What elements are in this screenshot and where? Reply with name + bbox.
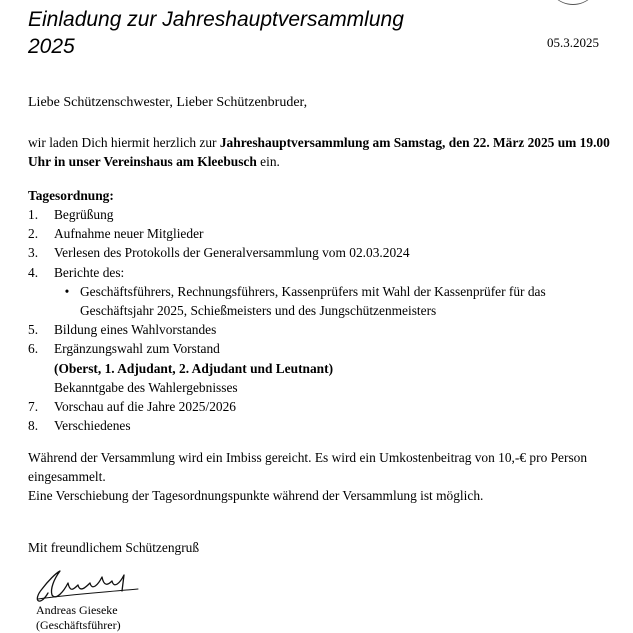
intro-end-text: ein.	[256, 154, 280, 169]
agenda-item-text: Vorschau auf die Jahre 2025/2026	[54, 399, 236, 415]
agenda-item-text: Ergänzungswahl zum Vorstand	[54, 341, 220, 357]
agenda-item	[28, 320, 628, 339]
agenda-item-number: 6.	[28, 341, 39, 357]
logo-arc	[547, 0, 599, 5]
agenda-item	[28, 339, 628, 397]
title-line-2: 2025	[28, 35, 75, 58]
agenda-item-text: Verlesen des Protokolls der Generalversammlung vom 02.03.2024	[54, 245, 410, 261]
agenda-item	[28, 263, 628, 321]
agenda-item	[28, 397, 628, 416]
document-date: 05.3.2025	[547, 35, 599, 50]
agenda-item	[28, 224, 628, 243]
agenda-item-number: 3.	[28, 245, 39, 261]
notes-line-1: Während der Versammlung wird ein Imbiss gereicht. Es wird ein Umkostenbeitrag von 10,-€ pro Person eingesammelt.	[28, 450, 588, 484]
title-line-1: Einladung zur Jahreshauptversammlung	[28, 8, 404, 31]
agenda-item-number: 5.	[28, 322, 39, 338]
intro-paragraph	[28, 133, 623, 171]
notes	[28, 448, 618, 505]
agenda-item-extra-line: Bekanntgabe des Wahlergebnisses	[54, 379, 238, 395]
agenda-subitem-text: Geschäftsführers, Rechnungsführers, Kassenprüfers mit Wahl der Kassenprüfer für das Geschäftsjahr 2025, Schießmeisters und des Jungschützenmeisters	[80, 283, 546, 319]
closing: Mit freundlichem Schützengruß	[28, 540, 200, 555]
agenda-item-number: 2.	[28, 226, 39, 242]
agenda-item-number: 1.	[28, 207, 39, 222]
agenda-list	[28, 205, 628, 435]
signer-role: (Geschäftsführer)	[36, 618, 121, 632]
agenda-item-number: 4.	[28, 264, 39, 280]
intro-bold-text: Jahreshauptversammlung am Samstag, den 22. März 2025 um 19.00 Uhr in unser Vereinshaus am Kleebusch	[28, 135, 610, 169]
agenda-item	[28, 205, 628, 224]
salutation: Liebe Schützenschwester, Lieber Schützenbruder,	[28, 95, 308, 110]
agenda-heading: Tagesordnung:	[28, 188, 114, 203]
agenda-item-number: 8.	[28, 418, 39, 434]
agenda-item	[28, 416, 628, 435]
agenda-item-text: Bildung eines Wahlvorstandes	[54, 322, 217, 338]
agenda-item-number: 7.	[28, 399, 39, 415]
agenda-item-bold-line: (Oberst, 1. Adjudant, 2. Adjudant und Leutnant)	[54, 360, 334, 376]
agenda-item-text: Begrüßung	[54, 207, 114, 222]
agenda-item-text: Aufnahme neuer Mitglieder	[54, 226, 204, 242]
page-title	[28, 6, 404, 60]
signer-name: Andreas Gieseke	[36, 603, 118, 617]
agenda-item-text: Verschiedenes	[54, 418, 131, 434]
agenda-subitem	[54, 282, 628, 320]
agenda-item	[28, 243, 628, 262]
intro-text: wir laden Dich hiermit herzlich zur	[28, 135, 220, 150]
agenda-item-text: Berichte des:	[54, 264, 125, 280]
bullet-icon: •	[64, 283, 70, 299]
notes-line-2: Eine Verschiebung der Tagesordnungspunkte während der Versammlung ist möglich.	[28, 488, 484, 503]
